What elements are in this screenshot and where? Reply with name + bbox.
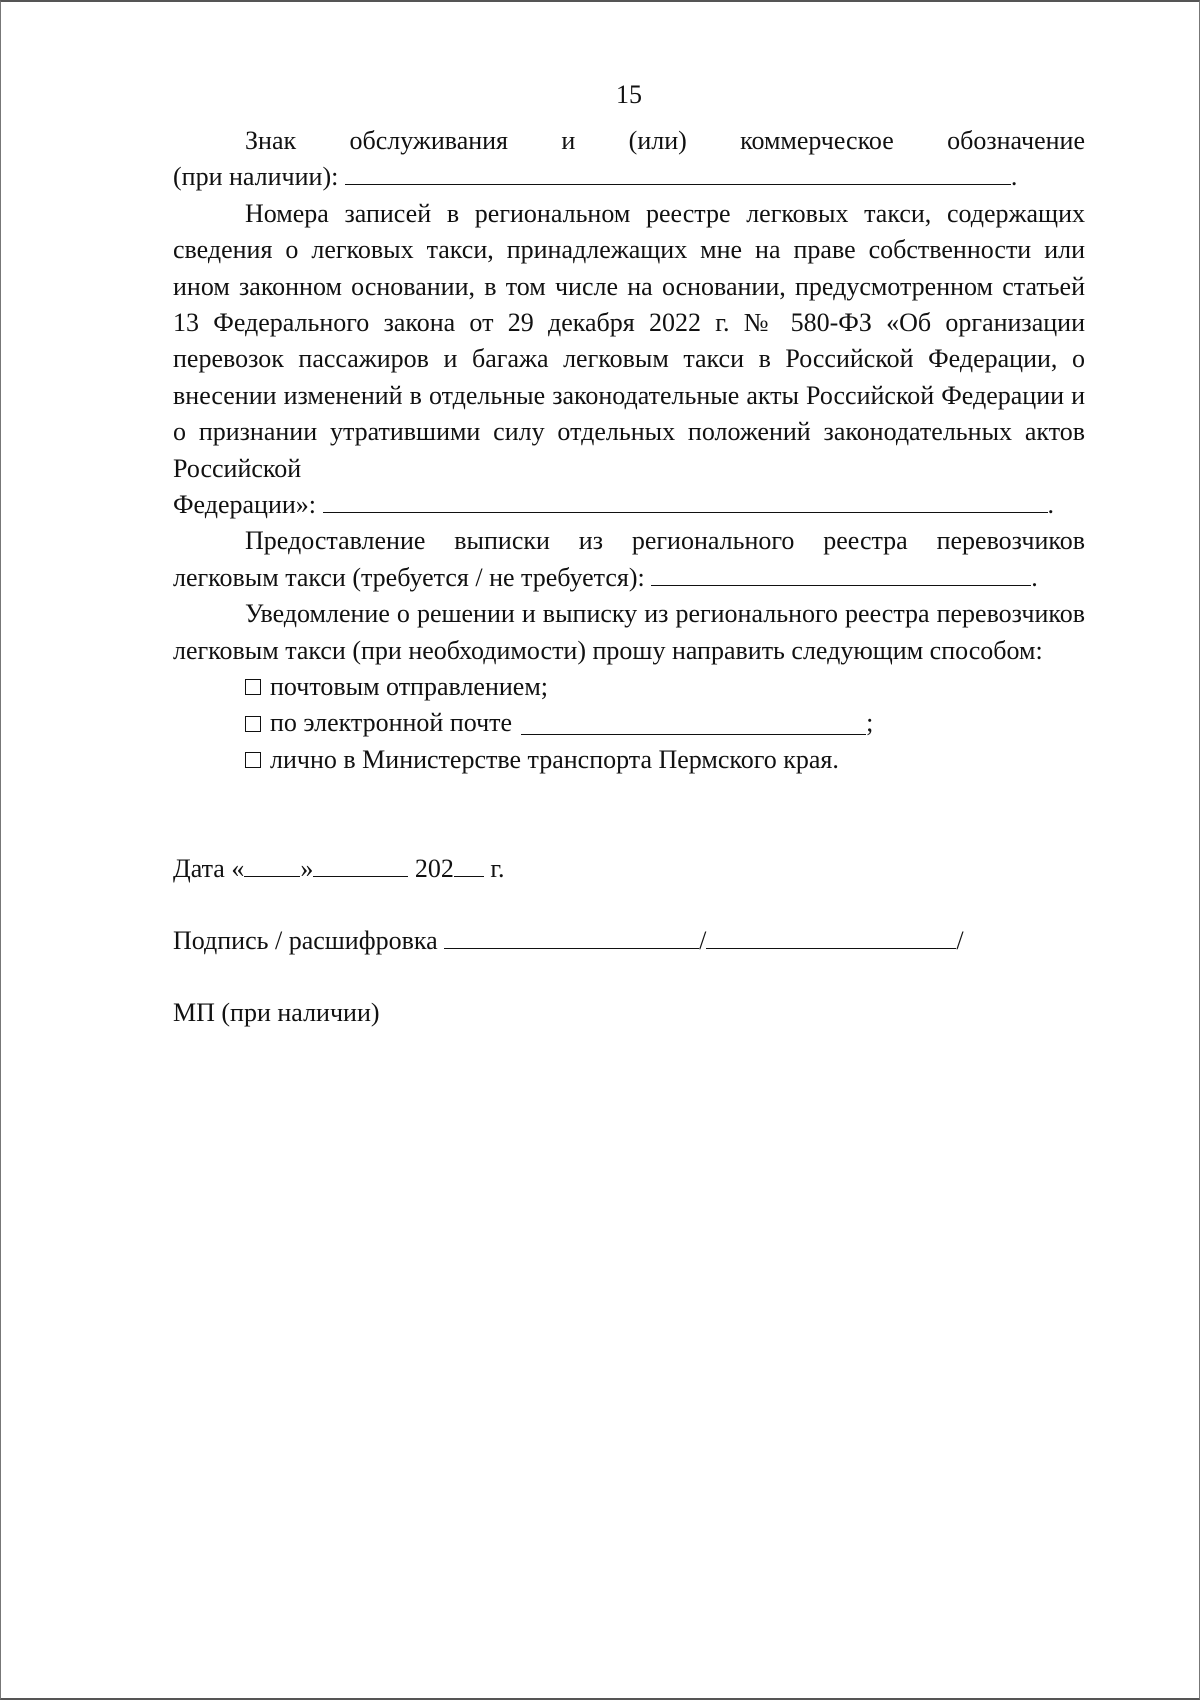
option-in-person-label: лично в Министерстве транспорта Пермского края. <box>270 744 839 774</box>
decoding-blank[interactable] <box>706 926 956 949</box>
date-close-quote: » <box>300 854 314 883</box>
signature-label: Подпись / расшифровка <box>173 926 438 955</box>
checkbox-icon[interactable] <box>245 679 261 695</box>
extract-blank[interactable] <box>651 563 1031 586</box>
signature-line <box>173 926 964 956</box>
signature-blank[interactable] <box>444 926 699 949</box>
notification-text: Уведомление о решении и выписку из регионального реестра перевозчиков легковым такси (при необходимости) прошу направить следующим способом: <box>173 599 1085 665</box>
registry-numbers-end: . <box>1047 490 1055 520</box>
delivery-options <box>173 669 1085 778</box>
extract-end: . <box>1031 562 1038 592</box>
option-email-suffix: ; <box>866 708 874 738</box>
email-blank[interactable] <box>521 712 866 735</box>
registry-numbers-field-line <box>173 487 1085 523</box>
service-mark-end: . <box>1010 162 1018 192</box>
date-year-blank[interactable] <box>454 854 484 877</box>
registry-numbers-text: Номера записей в региональном реестре легковых такси, содержащих сведения о легковых такси, принадлежащих мне на праве собственности или ином законном основании, в том числе на основании, предусмотренном статьей 13 Федерального закона от 29 декабря 2022 г. № 580-ФЗ «Об организации перевозок пассажиров и багажа легковым такси в Российской Федерации, о внесении изменений в отдельные законодательные акты Российской Федерации и о признании утратившими силу отдельных положений законодательных актов Российской <box>173 198 1085 483</box>
date-label: Дата « <box>173 854 245 883</box>
date-year-prefix: 202 <box>414 854 454 883</box>
date-day-blank[interactable] <box>244 854 300 877</box>
option-in-person <box>173 742 1085 778</box>
checkbox-icon[interactable] <box>245 716 261 732</box>
service-mark-label: Знак обслуживания и (или) коммерческое обозначение <box>245 126 1085 155</box>
registry-numbers-label: Федерации»: <box>173 490 317 520</box>
extract-label: легковым такси (требуется / не требуется): <box>173 562 645 592</box>
extract-field-line <box>173 560 1085 596</box>
service-mark-blank[interactable] <box>345 162 1011 185</box>
signature-end: / <box>956 926 964 955</box>
option-email-label: по электронной почте <box>270 708 513 738</box>
stamp-label: МП (при наличии) <box>173 998 380 1027</box>
date-month-blank[interactable] <box>313 854 408 877</box>
signature-separator: / <box>699 926 707 955</box>
page-number: 15 <box>616 80 642 109</box>
option-email <box>173 705 1085 741</box>
service-mark-paragraph <box>173 123 1085 159</box>
checkbox-icon[interactable] <box>245 752 261 768</box>
option-post <box>173 669 1085 705</box>
registry-numbers-blank[interactable] <box>323 490 1048 513</box>
option-post-label: почтовым отправлением; <box>270 672 549 702</box>
form-body <box>173 123 1085 778</box>
date-year-suffix: г. <box>490 854 505 883</box>
date-line <box>173 854 505 884</box>
registry-numbers-paragraph <box>173 196 1085 487</box>
notification-paragraph <box>173 596 1085 669</box>
extract-paragraph <box>173 523 1085 559</box>
service-mark-field-line <box>173 159 1085 195</box>
service-mark-label-2: (при наличии): <box>173 162 339 192</box>
extract-text: Предоставление выписки из регионального реестра перевозчиков <box>245 526 1085 556</box>
